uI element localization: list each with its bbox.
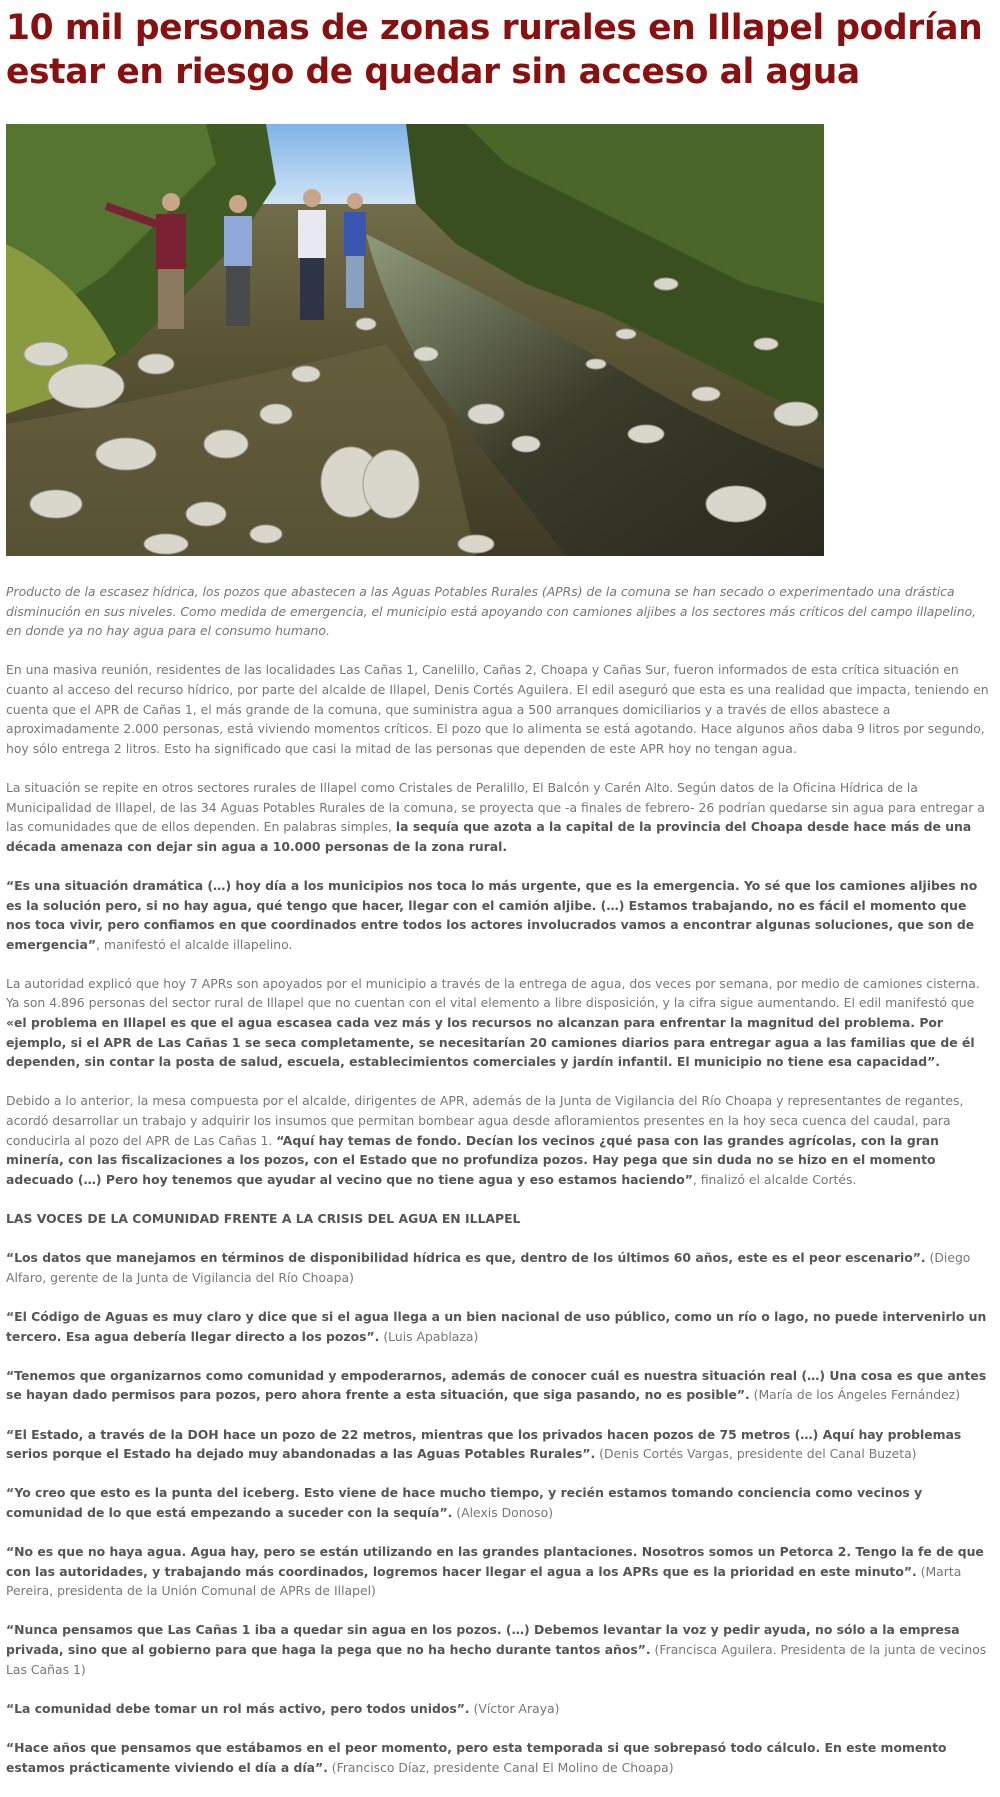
- article-body: [6, 582, 994, 1797]
- article-title: 10 mil personas de zonas rurales en Illapel podrían estar en riesgo de quedar sin acceso al agua: [6, 8, 983, 92]
- quote-source: (Víctor Araya): [469, 1700, 560, 1716]
- community-quote: [6, 1620, 994, 1679]
- quote-source: (Alexis Donoso): [452, 1504, 554, 1520]
- paragraph-text: Debido a lo anterior, la mesa compuesta por el alcalde, dirigentes de APR, además de la Junta de Vigilancia del Río Choapa y representantes de regantes, acordó desarrollar un trabajo y adquirir los insumos que permitan bombear agua desde afloramientos presentes en la hoy seca cuenca del caudal, para conducirla al pozo del APR de Las Cañas 1.: [6, 1093, 964, 1148]
- community-quote: [6, 1248, 994, 1287]
- paragraph-text: , manifestó el alcalde illapelino.: [96, 936, 293, 952]
- section-heading: LAS VOCES DE LA COMUNIDAD FRENTE A LA CRISIS DEL AGUA EN ILLAPEL: [6, 1211, 521, 1226]
- quote-text: “Hace años que pensamos que estábamos en el peor momento, pero esta temporada si que sobrepasó todo cálculo. En este momento estamos prácticamente viviendo el día a día”.: [6, 1740, 947, 1775]
- quote-text: “El Código de Aguas es muy claro y dice que si el agua llega a un bien nacional de uso público, como un río o lago, no puede intervenirlo un tercero. Esa agua debería llegar directo a los pozos”.: [6, 1308, 987, 1344]
- riverbed-photo-illustration: [6, 124, 824, 556]
- paragraph: [6, 876, 994, 954]
- paragraph: En una masiva reunión, residentes de las localidades Las Cañas 1, Canelillo, Cañas 2, Choapa y Cañas Sur, fueron informados de esta crítica situación en cuanto al acceso del recurso hídrico, por parte del alcalde de Illapel, Denis Cortés Aguilera. El edil aseguró que esta es una realidad que impacta, teniendo en cuenta que el APR de Cañas 1, el más grande de la comuna, que suministra agua a 500 arranques domiciliarios y a través de ellos abastece a aproximadamente 2.000 personas, está viviendo momentos críticos. El pozo que lo alimenta se está agotando. Hace algunos años daba 9 litros por segundo, hoy sólo entrega 2 litros. Esto ha significado que casi la mitad de las personas que dependen de este APR hoy no tengan agua.: [6, 662, 989, 756]
- paragraph: [6, 1091, 994, 1189]
- paragraph: [6, 974, 994, 1072]
- community-quote: [6, 1307, 994, 1346]
- community-quote: [6, 1542, 994, 1601]
- quote-text: “Los datos que manejamos en términos de disponibilidad hídrica es que, dentro de los últimos 60 años, este es el peor escenario”.: [6, 1250, 926, 1266]
- paragraph-text: , finalizó el alcalde Cortés.: [692, 1171, 857, 1187]
- quote-source: (Diego Alfaro, gerente de la Junta de Vigilancia del Río Choapa): [6, 1250, 971, 1285]
- quote-text: “Tenemos que organizarnos como comunidad y empoderarnos, además de conocer cuál es nuestra situación real (…) Una cosa es que antes se hayan dado permisos para pozos, pero ahora frente a esta situación, que siga pasando, no es posible”.: [6, 1367, 987, 1403]
- community-quote: [6, 1738, 994, 1777]
- community-quote: [6, 1425, 994, 1464]
- quote-text: “No es que no haya agua. Agua hay, pero se están utilizando en las grandes plantaciones. Nosotros somos un Petorca 2. Tengo la fe de que con las autoridades, y trabajando más coordinados, logremos hacer llegar el agua a los APRs que es la prioridad en este minuto”.: [6, 1544, 984, 1579]
- quote-source: (Francisco Díaz, presidente Canal El Molino de Choapa): [327, 1759, 674, 1775]
- quote-source: (María de los Ángeles Fernández): [749, 1387, 961, 1403]
- paragraph-bold-text: la sequía que azota a la capital de la provincia del Choapa desde hace más de una década amenaza con dejar sin agua a 10.000 personas de la zona rural.: [6, 819, 972, 854]
- article: [6, 0, 994, 1775]
- community-quote: [6, 1699, 994, 1719]
- quote-text: “El Estado, a través de la DOH hace un pozo de 22 metros, mientras que los privados hacen pozos de 75 metros (…) Aquí hay problemas serios porque el Estado ha dejado muy abandonadas a las Aguas Potables Rurales”.: [6, 1426, 962, 1462]
- community-quote: [6, 1483, 994, 1522]
- quote-source: (Francisca Aguilera. Presidenta de la junta de vecinos Las Cañas 1): [6, 1642, 987, 1677]
- mayor-quote: “Es una situación dramática (…) hoy día a los municipios nos toca lo más urgente, que es la emergencia. Yo sé que los camiones aljibes no es la solución pero, si no hay agua, qué tengo que hacer, llegar con el camión aljibe. (…) Estamos trabajando, no es fácil el momento que nos toca vivir, pero confiamos en que coordinados entre todos los actores involucrados vamos a encontrar algunas soluciones, que son de emergencia”: [6, 877, 978, 952]
- quote-source: (Denis Cortés Vargas, presidente del Canal Buzeta): [595, 1446, 917, 1462]
- community-quote: [6, 1366, 994, 1405]
- mayor-quote: «el problema en Illapel es que el agua escasea cada vez más y los recursos no alcanzan para enfrentar la magnitud del problema. Por ejemplo, si el APR de Las Cañas 1 se seca completamente, se necesitarían 20 camiones diarios para entregar agua a las familias que de él dependen, sin contar la posta de salud, escuela, establecimientos comerciales y jardín infantil. El municipio no tiene esa capacidad”.: [6, 1015, 975, 1070]
- quote-source: (Luis Apablaza): [379, 1328, 479, 1344]
- quote-text: “La comunidad debe tomar un rol más activo, pero todos unidos”.: [6, 1700, 470, 1716]
- quote-text: “Yo creo que esto es la punta del iceberg. Esto viene de hace mucho tiempo, y recién estamos tomando conciencia como vecinos y comunidad de lo que está empezando a suceder con la sequía”.: [6, 1485, 923, 1520]
- quote-text: “Nunca pensamos que Las Cañas 1 iba a quedar sin agua en los pozos. (…) Debemos levantar la voz y pedir ayuda, no sólo a la empresa privada, sino que al gobierno para que haga la pega que no ha hecho durante tantos años”.: [6, 1622, 960, 1658]
- photo-caption: Producto de la escasez hídrica, los pozos que abastecen a las Aguas Potables Rurales (APRs) de la comuna se han secado o experimentado una drástica disminución en sus niveles. Como medida de emergencia, el municipio está apoyando con camiones aljibes a los sectores más críticos del campo illapelino, en donde ya no hay agua para el consumo humano.: [6, 584, 977, 639]
- article-photo: [6, 124, 824, 556]
- paragraph-text: La autoridad explicó que hoy 7 APRs son apoyados por el municipio a través de la entrega de agua, dos veces por semana, por medio de camiones cisterna. Ya son 4.896 personas del sector rural de Illapel que no cuentan con el vital elemento a libre disposición, y la cifra sigue aumentando. El edil manifestó que: [6, 975, 980, 1011]
- paragraph: [6, 778, 994, 856]
- paragraph-text: La situación se repite en otros sectores rurales de Illapel como Cristales de Peralillo, El Balcón y Carén Alto. Según datos de la Oficina Hídrica de la Municipalidad de Illapel, de las 34 Aguas Potables Rurales de la comuna, se proyecta que -a finales de febrero- 26 podrían quedarse sin agua para entregar a las comunidades que de ellos dependen. En palabras simples,: [6, 779, 985, 835]
- mayor-quote: “Aquí hay temas de fondo. Decían los vecinos ¿qué pasa con las grandes agrícolas, con la gran minería, con las fiscalizaciones a los pozos, con el Estado que no profundiza pozos. Hay pega que sin duda no se hizo en el momento adecuado (…) Pero hoy tenemos que ayudar al vecino que no tiene agua y eso estamos haciendo”: [6, 1132, 939, 1187]
- quote-source: (Marta Pereira, presidenta de la Unión Comunal de APRs de Illapel): [6, 1563, 962, 1599]
